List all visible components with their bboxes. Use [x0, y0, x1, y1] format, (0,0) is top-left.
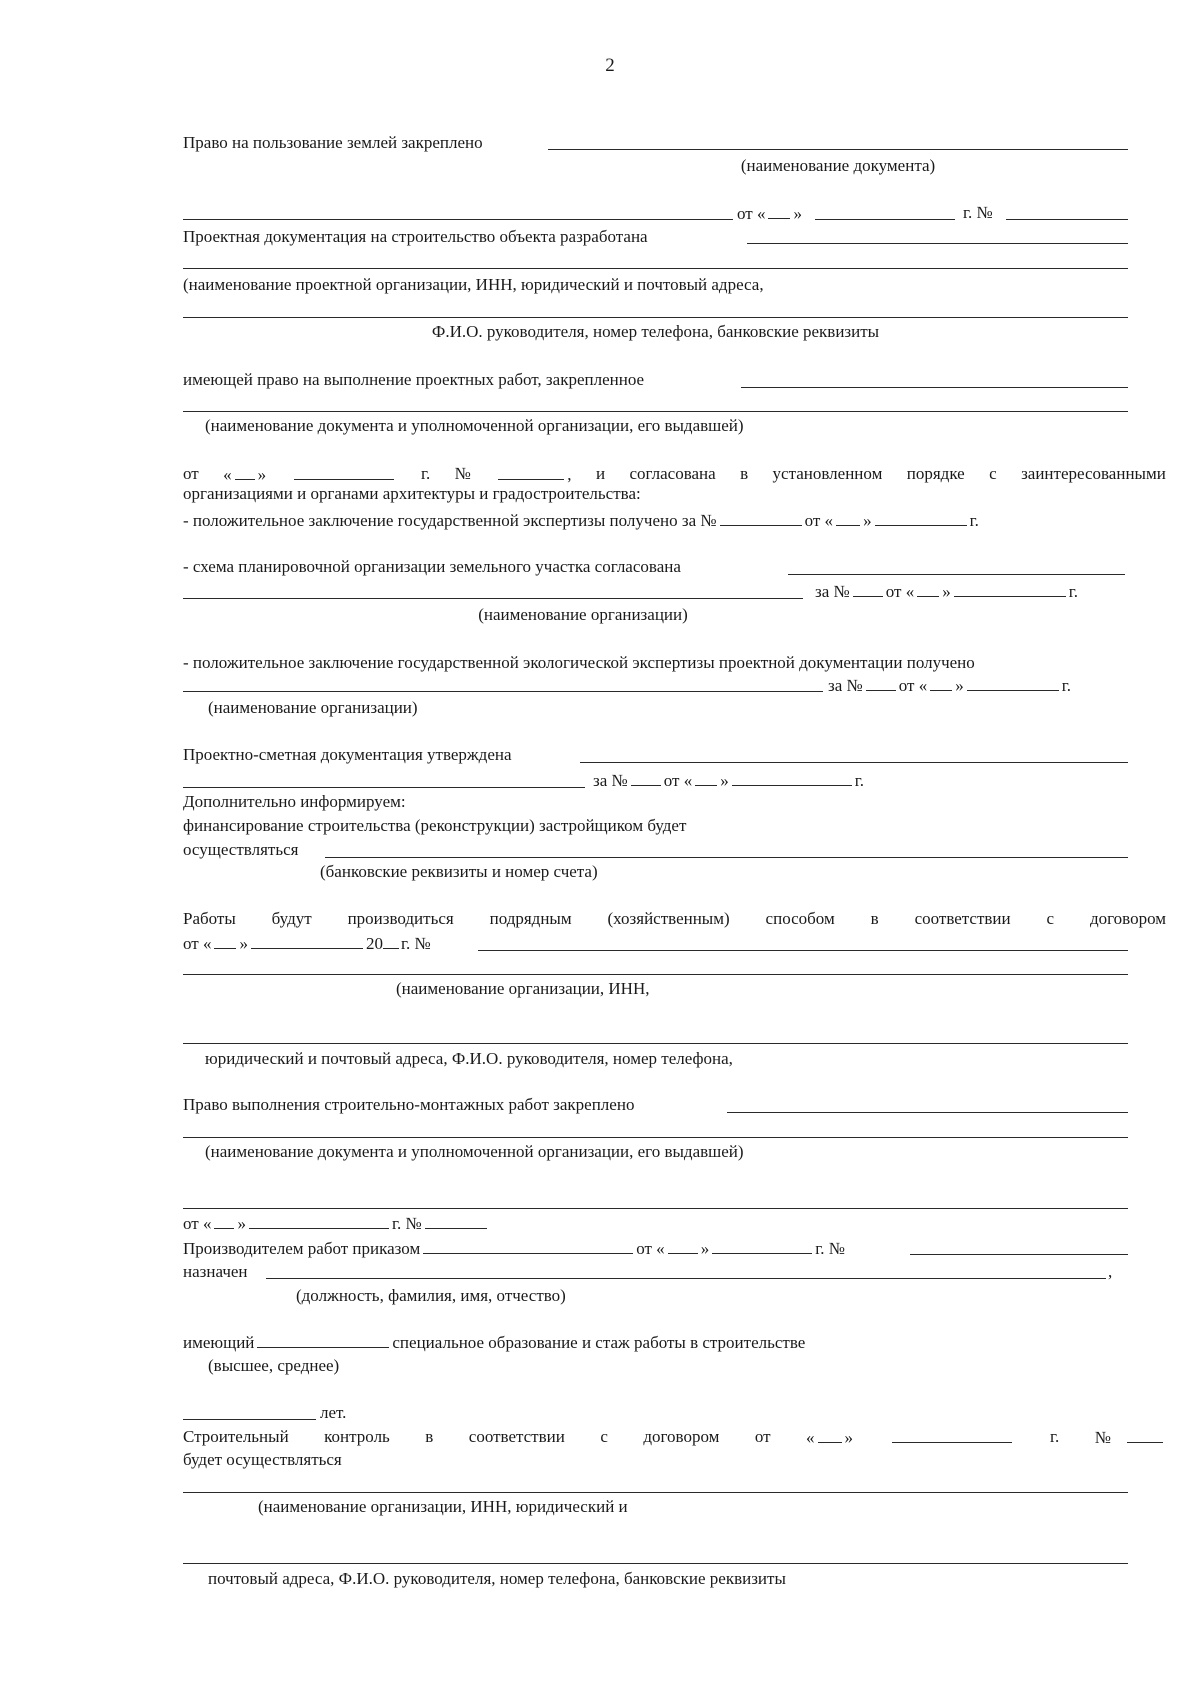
- works-line: Работы будут производиться подрядным (хозяйственным) способом в соответствии с договором: [183, 909, 1166, 928]
- eco-org-field[interactable]: [183, 691, 823, 692]
- control-line: Строительный контроль в соответствии с договором от « » г. №: [183, 1427, 1166, 1447]
- land-doc-day-field[interactable]: [768, 203, 790, 219]
- expertise-line: - положительное заключение государственной экспертизы получено за № от « » г.: [183, 511, 979, 530]
- control-org-details-field[interactable]: [183, 1563, 1128, 1564]
- project-rights-field-2[interactable]: [183, 411, 1128, 412]
- works-number-field[interactable]: [478, 950, 1128, 951]
- agreement-line: от « » г. № , и согласована в установленном порядке с заинтересованными: [183, 464, 1166, 484]
- works-day-field[interactable]: [214, 933, 236, 949]
- experience-years-label: лет.: [320, 1403, 347, 1422]
- land-doc-number-label: г. №: [963, 203, 993, 222]
- project-rights-label: имеющей право на выполнение проектных работ, закрепленное: [183, 370, 645, 389]
- estimate-org-field[interactable]: [183, 787, 585, 788]
- land-rights-label: Право на пользование землей закреплено: [183, 133, 483, 152]
- expertise-number-field[interactable]: [720, 510, 802, 526]
- scheme-label: - схема планировочной организации земельного участка согласована: [183, 557, 681, 576]
- construction-rights-day-field[interactable]: [214, 1213, 234, 1229]
- construction-rights-date: от « » г. №: [183, 1213, 490, 1233]
- control-org-field[interactable]: [183, 1492, 1128, 1493]
- agreement-number-field[interactable]: [498, 464, 564, 480]
- land-doc-date: от « »: [737, 204, 802, 223]
- control-day-field[interactable]: [818, 1427, 842, 1443]
- construction-rights-number-field[interactable]: [425, 1213, 487, 1229]
- scheme-day-field[interactable]: [917, 581, 939, 597]
- construction-rights-field[interactable]: [727, 1112, 1128, 1113]
- control-caption-2: почтовый адреса, Ф.И.О. руководителя, номер телефона, банковские реквизиты: [208, 1569, 786, 1588]
- construction-rights-field-3[interactable]: [183, 1208, 1128, 1209]
- financing-line-1: Дополнительно информируем:: [183, 792, 406, 811]
- project-rights-field[interactable]: [741, 387, 1128, 388]
- manager-line: Производителем работ приказом от « » г. №: [183, 1239, 845, 1258]
- land-rights-field[interactable]: [548, 149, 1128, 150]
- construction-rights-label: Право выполнения строительно-монтажных работ закреплено: [183, 1095, 635, 1114]
- project-rights-caption: (наименование документа и уполномоченной организации, его выдавшей): [205, 416, 744, 435]
- manager-number-field[interactable]: [910, 1254, 1128, 1255]
- estimate-month-field[interactable]: [732, 770, 852, 786]
- manager-name-field[interactable]: [266, 1278, 1106, 1279]
- control-caption-1: (наименование организации, ИНН, юридический и: [258, 1497, 628, 1516]
- estimate-number-field[interactable]: [631, 770, 661, 786]
- agreement-month-field[interactable]: [294, 464, 394, 480]
- page-number: 2: [605, 55, 615, 76]
- control-line-2: будет осуществляться: [183, 1450, 342, 1469]
- manager-caption: (должность, фамилия, имя, отчество): [296, 1286, 566, 1305]
- education-caption: (высшее, среднее): [208, 1356, 340, 1375]
- estimate-label: Проектно-сметная документация утверждена: [183, 745, 512, 764]
- scheme-caption: (наименование организации): [478, 605, 688, 624]
- eco-caption: (наименование организации): [208, 698, 418, 717]
- estimate-number-line: за № от « » г.: [593, 771, 865, 790]
- financing-field[interactable]: [325, 857, 1128, 858]
- education-level-field[interactable]: [257, 1332, 389, 1348]
- construction-rights-month-field[interactable]: [249, 1213, 389, 1229]
- project-docs-field[interactable]: [747, 243, 1128, 244]
- land-rights-caption: (наименование документа): [740, 156, 936, 175]
- manager-order-field[interactable]: [423, 1238, 633, 1254]
- estimate-day-field[interactable]: [695, 770, 717, 786]
- control-month-field[interactable]: [892, 1427, 1012, 1443]
- land-doc-number-field[interactable]: [1006, 219, 1128, 220]
- manager-day-field[interactable]: [668, 1238, 698, 1254]
- eco-number-field[interactable]: [866, 675, 896, 691]
- project-org-details-field[interactable]: [183, 317, 1128, 318]
- works-year-field[interactable]: [383, 933, 399, 949]
- scheme-org-field[interactable]: [183, 598, 803, 599]
- construction-rights-caption: (наименование документа и уполномоченной организации, его выдавшей): [205, 1142, 744, 1161]
- scheme-number-line: за № от « » г.: [815, 582, 1079, 601]
- land-doc-month-field[interactable]: [815, 219, 955, 220]
- works-org-details-field[interactable]: [183, 1043, 1128, 1044]
- eco-number-line: за № от « » г.: [828, 676, 1072, 695]
- financing-caption: (банковские реквизиты и номер счета): [320, 862, 598, 881]
- expertise-day-field[interactable]: [836, 510, 860, 526]
- manager-month-field[interactable]: [712, 1238, 812, 1254]
- works-caption-1: (наименование организации, ИНН,: [396, 979, 650, 998]
- scheme-month-field[interactable]: [954, 581, 1066, 597]
- scheme-number-field[interactable]: [853, 581, 883, 597]
- works-org-field[interactable]: [183, 974, 1128, 975]
- eco-label: - положительное заключение государственной экологической экспертизы проектной документации получено: [183, 653, 975, 672]
- education-line: имеющий специальное образование и стаж работы в строительстве: [183, 1333, 806, 1352]
- financing-line-2: финансирование строительства (реконструкции) застройщиком будет: [183, 816, 687, 835]
- construction-rights-field-2[interactable]: [183, 1137, 1128, 1138]
- project-docs-label: Проектная документация на строительство объекта разработана: [183, 227, 648, 246]
- experience-years-field[interactable]: [183, 1419, 316, 1420]
- land-doc-field[interactable]: [183, 219, 733, 220]
- eco-day-field[interactable]: [930, 675, 952, 691]
- works-caption-2: юридический и почтовый адреса, Ф.И.О. руководителя, номер телефона,: [205, 1049, 733, 1068]
- project-docs-caption-1: (наименование проектной организации, ИНН, юридический и почтовый адреса,: [183, 275, 764, 294]
- scheme-field[interactable]: [788, 574, 1125, 575]
- agreement-line-2: организациями и органами архитектуры и градостроительства:: [183, 484, 641, 503]
- eco-month-field[interactable]: [967, 675, 1059, 691]
- manager-appointed-label: назначен: [183, 1262, 248, 1281]
- works-month-field[interactable]: [251, 933, 363, 949]
- project-docs-caption-2: Ф.И.О. руководителя, номер телефона, банковские реквизиты: [431, 322, 880, 341]
- manager-comma: ,: [1108, 1262, 1113, 1281]
- project-org-field[interactable]: [183, 268, 1128, 269]
- works-date-line: от « » 20 г. №: [183, 934, 431, 953]
- financing-line-3: осуществляться: [183, 840, 299, 859]
- expertise-month-field[interactable]: [875, 510, 967, 526]
- estimate-field[interactable]: [580, 762, 1128, 763]
- agreement-day-field[interactable]: [235, 464, 255, 480]
- control-number-field[interactable]: [1127, 1427, 1163, 1443]
